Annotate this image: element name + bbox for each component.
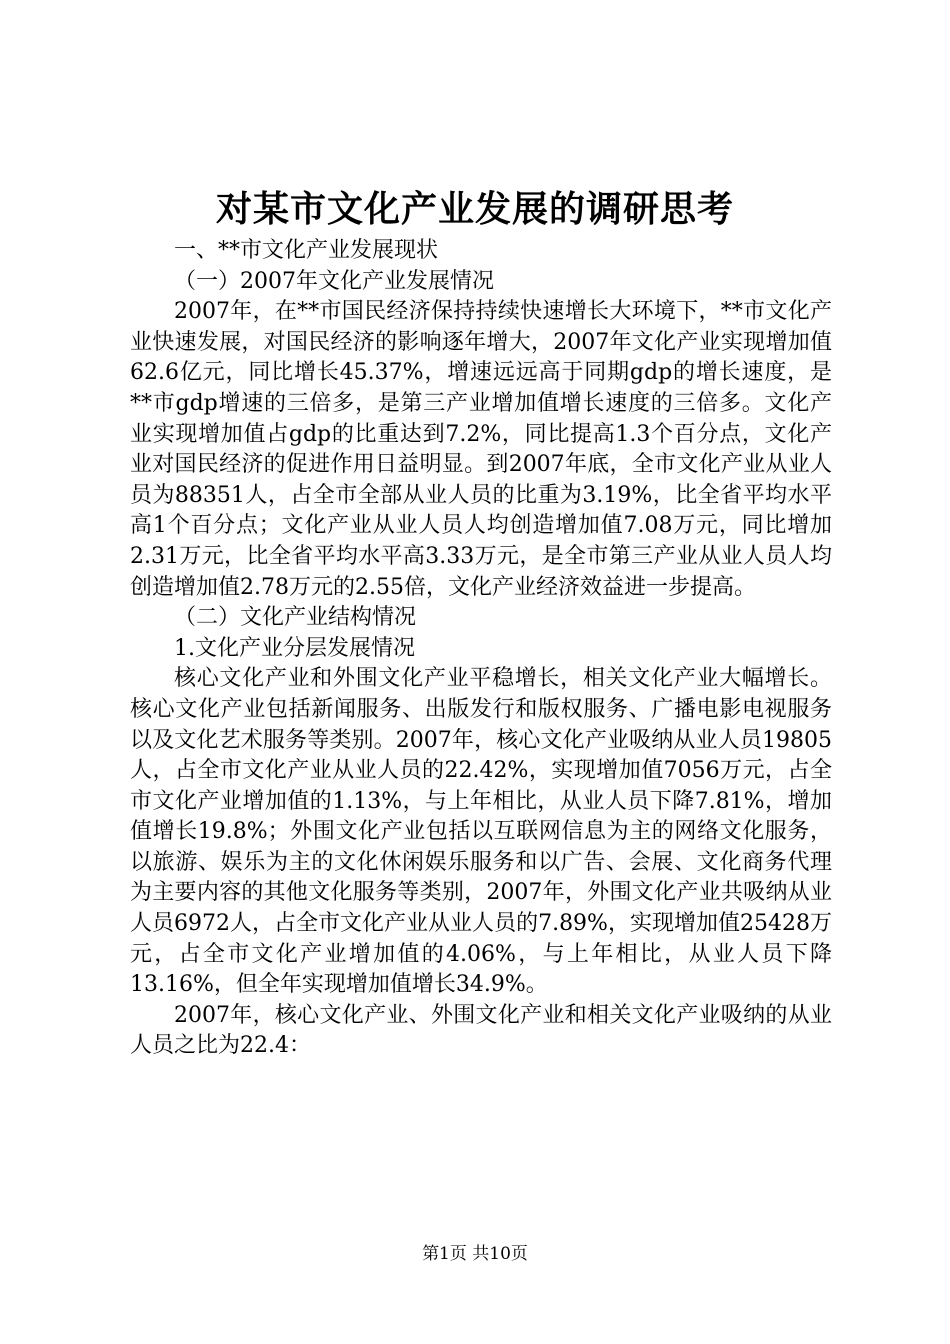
document-body — [130, 236, 832, 1062]
body-paragraph: 2007年，在**市国民经济保持持续快速增长大环境下，**市文化产业快速发展，对国民经济的影响逐年增大，2007年文化产业实现增加值62.6亿元，同比增长45.37%，增速远远高于同期gdp的增长速度，是**市gdp增速的三倍多，是第三产业增加值增长速度的三倍多。文化产业实现增加值占gdp的比重达到7.2%，同比提高1.3个百分点，文化产业对国民经济的促进作用日益明显。到2007年底，全市文化产业从业人员为88351人，占全市全部从业人员的比重为3.19%，比全省平均水平高1个百分点；文化产业从业人员人均创造增加值7.08万元，同比增加2.31万元，比全省平均水平高3.33万元，是全市第三产业从业人员人均创造增加值2.78万元的2.55倍，文化产业经济效益进一步提高。 — [130, 299, 832, 600]
page-number-footer: 第1页 共10页 — [422, 1244, 528, 1264]
body-paragraph: 2007年，核心文化产业、外围文化产业和相关文化产业吸纳的从业人员之比为22.4： — [130, 1002, 832, 1059]
subsection-heading: 1.文化产业分层发展情况 — [174, 635, 415, 661]
body-paragraph: 核心文化产业和外围文化产业平稳增长，相关文化产业大幅增长。核心文化产业包括新闻服务、出版发行和版权服务、广播电影电视服务以及文化艺术服务等类别。2007年，核心文化产业吸纳从业人员19805人，占全市文化产业从业人员的22.42%，实现增加值7056万元，占全市文化产业增加值的1.13%，与上年相比，从业人员下降7.81%，增加值增长19.8%；外围文化产业包括以互联网信息为主的网络文化服务，以旅游、娱乐为主的文化休闲娱乐服务和以广告、会展、文化商务代理为主要内容的其他文化服务等类别，2007年，外围文化产业共吸纳从业人员6972人，占全市文化产业从业人员的7.89%，实现增加值25428万元，占全市文化产业增加值的4.06%，与上年相比，从业人员下降13.16%，但全年实现增加值增长34.9%。 — [130, 666, 832, 998]
subsection-heading: （一）2007年文化产业发展情况 — [174, 268, 494, 294]
section-heading: 一、**市文化产业发展现状 — [174, 238, 439, 263]
subsection-heading: （二）文化产业结构情况 — [174, 605, 417, 631]
document-title: 对某市文化产业发展的调研思考 — [215, 188, 734, 230]
